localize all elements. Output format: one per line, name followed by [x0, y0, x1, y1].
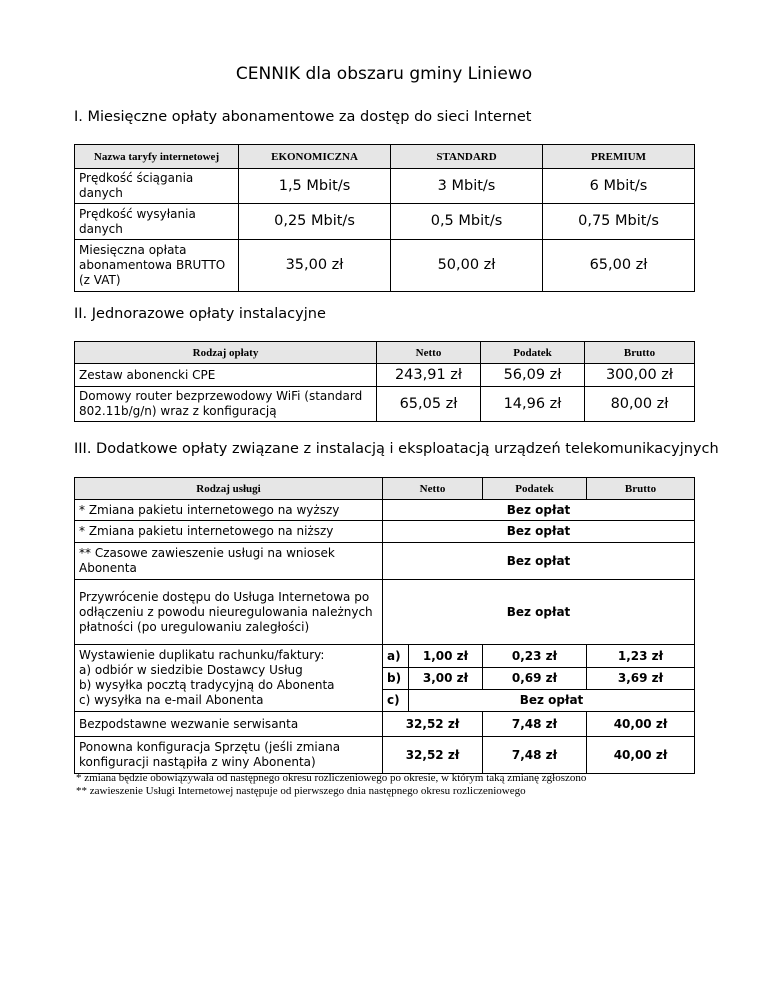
- duplicate-invoice-label: [75, 645, 383, 712]
- value-cell: 40,00 zł: [587, 712, 695, 737]
- merged-value-cell: Bez opłat: [409, 690, 695, 712]
- table-row: [75, 712, 695, 737]
- value-cell: 65,00 zł: [543, 240, 695, 292]
- duplicate-line: Wystawienie duplikatu rachunku/faktury:: [79, 648, 325, 662]
- value-cell: 300,00 zł: [585, 364, 695, 387]
- row-label: Bezpodstawne wezwanie serwisanta: [75, 712, 383, 737]
- value-cell: 32,52 zł: [383, 712, 483, 737]
- page-title: CENNIK dla obszaru gminy Liniewo: [235, 64, 533, 84]
- header-cell: Rodzaj opłaty: [75, 342, 377, 364]
- table-row: [75, 580, 695, 645]
- section-2-heading: II. Jednorazowe opłaty instalacyjne: [74, 306, 326, 322]
- duplicate-line: a) odbiór w siedzibie Dostawcy Usług: [79, 663, 303, 677]
- value-cell: 0,69 zł: [483, 668, 587, 690]
- merged-value-cell: Bez opłat: [383, 500, 695, 521]
- table-row: [75, 645, 695, 668]
- subrow-key: c): [383, 690, 409, 712]
- installation-fees-table: [74, 341, 695, 422]
- tariff-table-header: [75, 145, 695, 169]
- value-cell: 6 Mbit/s: [543, 169, 695, 204]
- table-row: [75, 169, 695, 204]
- value-cell: 35,00 zł: [239, 240, 391, 292]
- header-cell: PREMIUM: [543, 145, 695, 169]
- table-row: [75, 364, 695, 387]
- row-label: Zestaw abonencki CPE: [75, 364, 377, 387]
- header-cell: Nazwa taryfy internetowej: [75, 145, 239, 169]
- row-label: * Zmiana pakietu internetowego na wyższy: [75, 500, 383, 521]
- installation-table-header: [75, 342, 695, 364]
- row-label: Prędkość wysyłania danych: [75, 204, 239, 240]
- footnotes: [76, 772, 586, 798]
- row-label: ** Czasowe zawieszenie usługi na wniosek Abonenta: [75, 543, 383, 580]
- value-cell: 65,05 zł: [377, 387, 481, 422]
- value-cell: 7,48 zł: [483, 712, 587, 737]
- value-cell: 0,75 Mbit/s: [543, 204, 695, 240]
- header-cell: Rodzaj usługi: [75, 478, 383, 500]
- value-cell: 80,00 zł: [585, 387, 695, 422]
- row-label: Przywrócenie dostępu do Usługa Internetowa po odłączeniu z powodu nieuregulowania należnych płatności (po uregulowaniu zaległości): [75, 580, 383, 645]
- merged-value-cell: Bez opłat: [383, 543, 695, 580]
- footnote: * zmiana będzie obowiązywała od następnego okresu rozliczeniowego po okresie, w którym taką zmianę zgłoszono: [76, 772, 587, 784]
- duplicate-line: c) wysyłka na e-mail Abonenta: [79, 693, 264, 707]
- footnote: ** zawieszenie Usługi Internetowej następuje od pierwszego dnia następnego okresu rozliczeniowego: [76, 785, 526, 797]
- additional-fees-table: [74, 477, 695, 774]
- duplicate-line: b) wysyłka pocztą tradycyjną do Abonenta: [79, 678, 335, 692]
- header-cell: STANDARD: [391, 145, 543, 169]
- value-cell: 56,09 zł: [481, 364, 585, 387]
- row-label: Prędkość ściągania danych: [75, 169, 239, 204]
- header-cell: Podatek: [483, 478, 587, 500]
- row-label: Domowy router bezprzewodowy WiFi (standard 802.11b/g/n) wraz z konfiguracją: [75, 387, 377, 422]
- value-cell: 7,48 zł: [483, 737, 587, 774]
- value-cell: 1,5 Mbit/s: [239, 169, 391, 204]
- table-row: [75, 737, 695, 774]
- header-cell: Brutto: [585, 342, 695, 364]
- value-cell: 0,5 Mbit/s: [391, 204, 543, 240]
- value-cell: 1,23 zł: [587, 645, 695, 668]
- merged-value-cell: Bez opłat: [383, 521, 695, 543]
- row-label: Ponowna konfiguracja Sprzętu (jeśli zmiana konfiguracji nastąpiła z winy Abonenta): [75, 737, 383, 774]
- value-cell: 3,69 zł: [587, 668, 695, 690]
- table-row: [75, 204, 695, 240]
- tariff-table: [74, 144, 695, 292]
- merged-value-cell: Bez opłat: [383, 580, 695, 645]
- row-label: * Zmiana pakietu internetowego na niższy: [75, 521, 383, 543]
- table-row: [75, 240, 695, 292]
- table-row: [75, 543, 695, 580]
- header-cell: Podatek: [481, 342, 585, 364]
- table-row: [75, 387, 695, 422]
- value-cell: 1,00 zł: [409, 645, 483, 668]
- additional-table-header: [75, 478, 695, 500]
- value-cell: 14,96 zł: [481, 387, 585, 422]
- subrow-key: b): [383, 668, 409, 690]
- value-cell: 0,25 Mbit/s: [239, 204, 391, 240]
- value-cell: 0,23 zł: [483, 645, 587, 668]
- value-cell: 32,52 zł: [383, 737, 483, 774]
- header-cell: Netto: [377, 342, 481, 364]
- section-3-heading: III. Dodatkowe opłaty związane z instalacją i eksploatacją urządzeń telekomunikacyjnych: [74, 441, 719, 457]
- header-cell: Brutto: [587, 478, 695, 500]
- header-cell: Netto: [383, 478, 483, 500]
- table-row: [75, 500, 695, 521]
- value-cell: 40,00 zł: [587, 737, 695, 774]
- value-cell: 50,00 zł: [391, 240, 543, 292]
- header-cell: EKONOMICZNA: [239, 145, 391, 169]
- subrow-key: a): [383, 645, 409, 668]
- section-1-heading: I. Miesięczne opłaty abonamentowe za dostęp do sieci Internet: [74, 109, 532, 125]
- table-row: [75, 521, 695, 543]
- value-cell: 3 Mbit/s: [391, 169, 543, 204]
- value-cell: 243,91 zł: [377, 364, 481, 387]
- value-cell: 3,00 zł: [409, 668, 483, 690]
- row-label: Miesięczna opłata abonamentowa BRUTTO (z VAT): [75, 240, 239, 292]
